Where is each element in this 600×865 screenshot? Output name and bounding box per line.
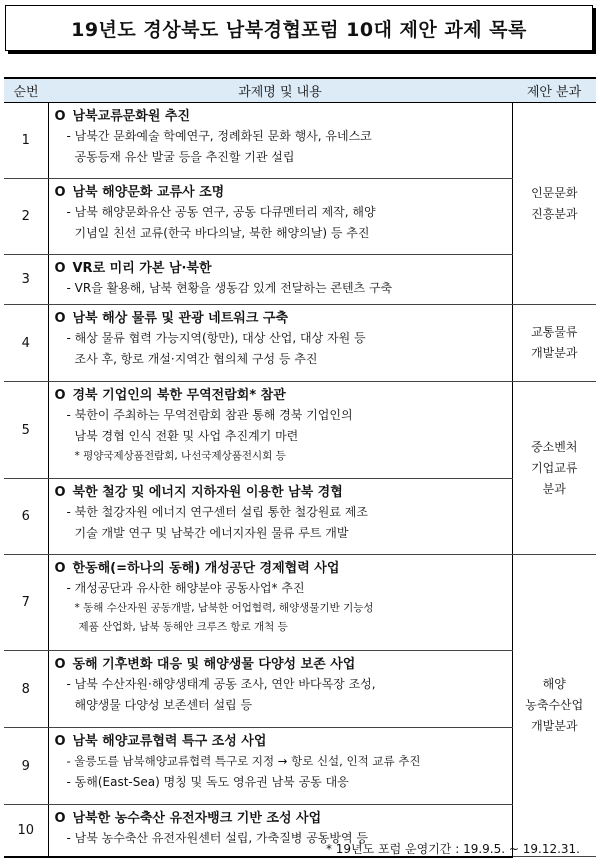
row-detail: 기념일 친선 교류(한국 바다의날, 북한 해양의날) 등 추진 — [74, 226, 370, 240]
footnote-period: * 19년도 포럼 운영기간 : 19.9.5. ~ 19.12.31. — [325, 842, 580, 856]
header-field: 제안 분과 — [512, 78, 596, 103]
row-content — [48, 728, 512, 805]
row-content — [48, 382, 512, 479]
row-detail: - 북한이 주최하는 무역전람회 참관 통해 경북 기업인의 — [66, 408, 353, 422]
row-title: O 남북 해양문화 교류사 조명 — [54, 185, 225, 200]
row-detail: 남북 경협 인식 전환 및 사업 추진계기 마련 — [74, 429, 299, 443]
row-detail: - 남북간 문화예술 학예연구, 정례화된 문화 행사, 유네스코 — [66, 129, 372, 143]
row-content — [48, 479, 512, 555]
row-footnote: 제품 산업화, 남북 동해안 크루즈 항로 개척 등 — [78, 621, 288, 633]
bullet-circle-icon: O — [54, 109, 66, 124]
field-cell: 중소벤처 기업교류 분과 — [512, 382, 596, 555]
row-title: O 남북한 농수축산 유전자뱅크 기반 조성 사업 — [54, 811, 322, 826]
row-detail: - 개성공단과 유사한 해양분야 공동사업* 추진 — [66, 581, 305, 595]
row-number: 4 — [4, 305, 48, 382]
table-row — [4, 479, 596, 555]
bullet-circle-icon: O — [54, 388, 66, 403]
row-detail: - 남북 해양문화유산 공동 연구, 공동 다큐멘터리 제작, 해양 — [66, 205, 376, 219]
table-row — [4, 305, 596, 382]
row-number: 8 — [4, 651, 48, 728]
bullet-circle-icon: O — [54, 311, 66, 326]
row-content — [48, 555, 512, 651]
row-detail: - VR을 활용해, 남북 현황을 생동감 있게 전달하는 콘텐츠 구축 — [66, 281, 393, 295]
row-detail: 공동등재 유산 발굴 등을 추진할 기관 설립 — [74, 150, 295, 164]
table-row — [4, 555, 596, 651]
row-content — [48, 255, 512, 305]
field-cell: 해양 농축수산업 개발분과 — [512, 555, 596, 857]
proposal-table — [4, 77, 596, 858]
row-number: 5 — [4, 382, 48, 479]
table-header-row — [4, 78, 596, 103]
row-detail: - 울릉도를 남북해양교류협력 특구로 지정 → 항로 신설, 인적 교류 추진 — [66, 754, 421, 768]
row-detail: 조사 후, 항로 개설·지역간 협의체 구성 등 추진 — [74, 352, 318, 366]
row-title: O 동해 기후변화 대응 및 해양생물 다양성 보존 사업 — [54, 657, 356, 672]
row-title: O 한동해(=하나의 동해) 개성공단 경제협력 사업 — [54, 561, 340, 576]
table-row — [4, 651, 596, 728]
row-number: 1 — [4, 103, 48, 179]
row-detail: - 동해(East-Sea) 명칭 및 독도 영유권 남북 공동 대응 — [66, 775, 349, 789]
row-content — [48, 305, 512, 382]
bullet-circle-icon: O — [54, 261, 66, 276]
row-content — [48, 651, 512, 728]
row-detail: 기술 개발 연구 및 남북간 에너지자원 물류 루트 개발 — [74, 526, 349, 540]
field-cell: 교통물류 개발분과 — [512, 305, 596, 382]
table-row — [4, 179, 596, 255]
row-title: O 북한 철강 및 에너지 지하자원 이용한 남북 경협 — [54, 485, 343, 500]
row-number: 9 — [4, 728, 48, 805]
row-detail: 해양생물 다양성 보존센터 설립 등 — [74, 698, 253, 712]
row-number: 3 — [4, 255, 48, 305]
page-title: 19년도 경상북도 남북경협포럼 10대 제안 과제 목록 — [5, 5, 593, 51]
row-title: O VR로 미리 가본 남·북한 — [54, 261, 212, 276]
row-title: O 남북 해상 물류 및 관광 네트워크 구축 — [54, 311, 289, 326]
row-content — [48, 179, 512, 255]
row-detail: - 남북 농수축산 유전자원센터 설립, 가축질병 공동방역 등 — [66, 831, 368, 845]
row-detail: - 북한 철강자원 에너지 연구센터 설립 통한 철강원료 제조 — [66, 505, 368, 519]
field-cell: 인문문화 진흥분과 — [512, 103, 596, 305]
bullet-circle-icon: O — [54, 657, 66, 672]
table-row — [4, 728, 596, 805]
row-title: O 경북 기업인의 북한 무역전람회* 참관 — [54, 388, 286, 403]
bullet-circle-icon: O — [54, 811, 66, 826]
row-content — [48, 103, 512, 179]
row-footnote: * 평양국제상품전람회, 나선국제상품전시회 등 — [74, 450, 286, 462]
header-no: 순번 — [4, 78, 48, 103]
bullet-circle-icon: O — [54, 734, 66, 749]
row-number: 2 — [4, 179, 48, 255]
bullet-circle-icon: O — [54, 561, 66, 576]
bullet-circle-icon: O — [54, 485, 66, 500]
header-content: 과제명 및 내용 — [48, 78, 512, 103]
table-row — [4, 255, 596, 305]
table-row — [4, 103, 596, 179]
row-detail: - 해상 물류 협력 가능지역(항만), 대상 산업, 대상 자원 등 — [66, 331, 366, 345]
row-detail: - 남북 수산자원·해양생태계 공동 조사, 연안 바다목장 조성, — [66, 677, 376, 691]
row-number: 6 — [4, 479, 48, 555]
row-number: 10 — [4, 805, 48, 857]
row-title: O 남북 해양교류협력 특구 조성 사업 — [54, 734, 267, 749]
row-title: O 남북교류문화원 추진 — [54, 109, 191, 124]
bullet-circle-icon: O — [54, 185, 66, 200]
row-number: 7 — [4, 555, 48, 651]
row-footnote: * 동해 수산자원 공동개발, 남북한 어업협력, 해양생물기반 기능성 — [74, 602, 374, 614]
table-row — [4, 382, 596, 479]
